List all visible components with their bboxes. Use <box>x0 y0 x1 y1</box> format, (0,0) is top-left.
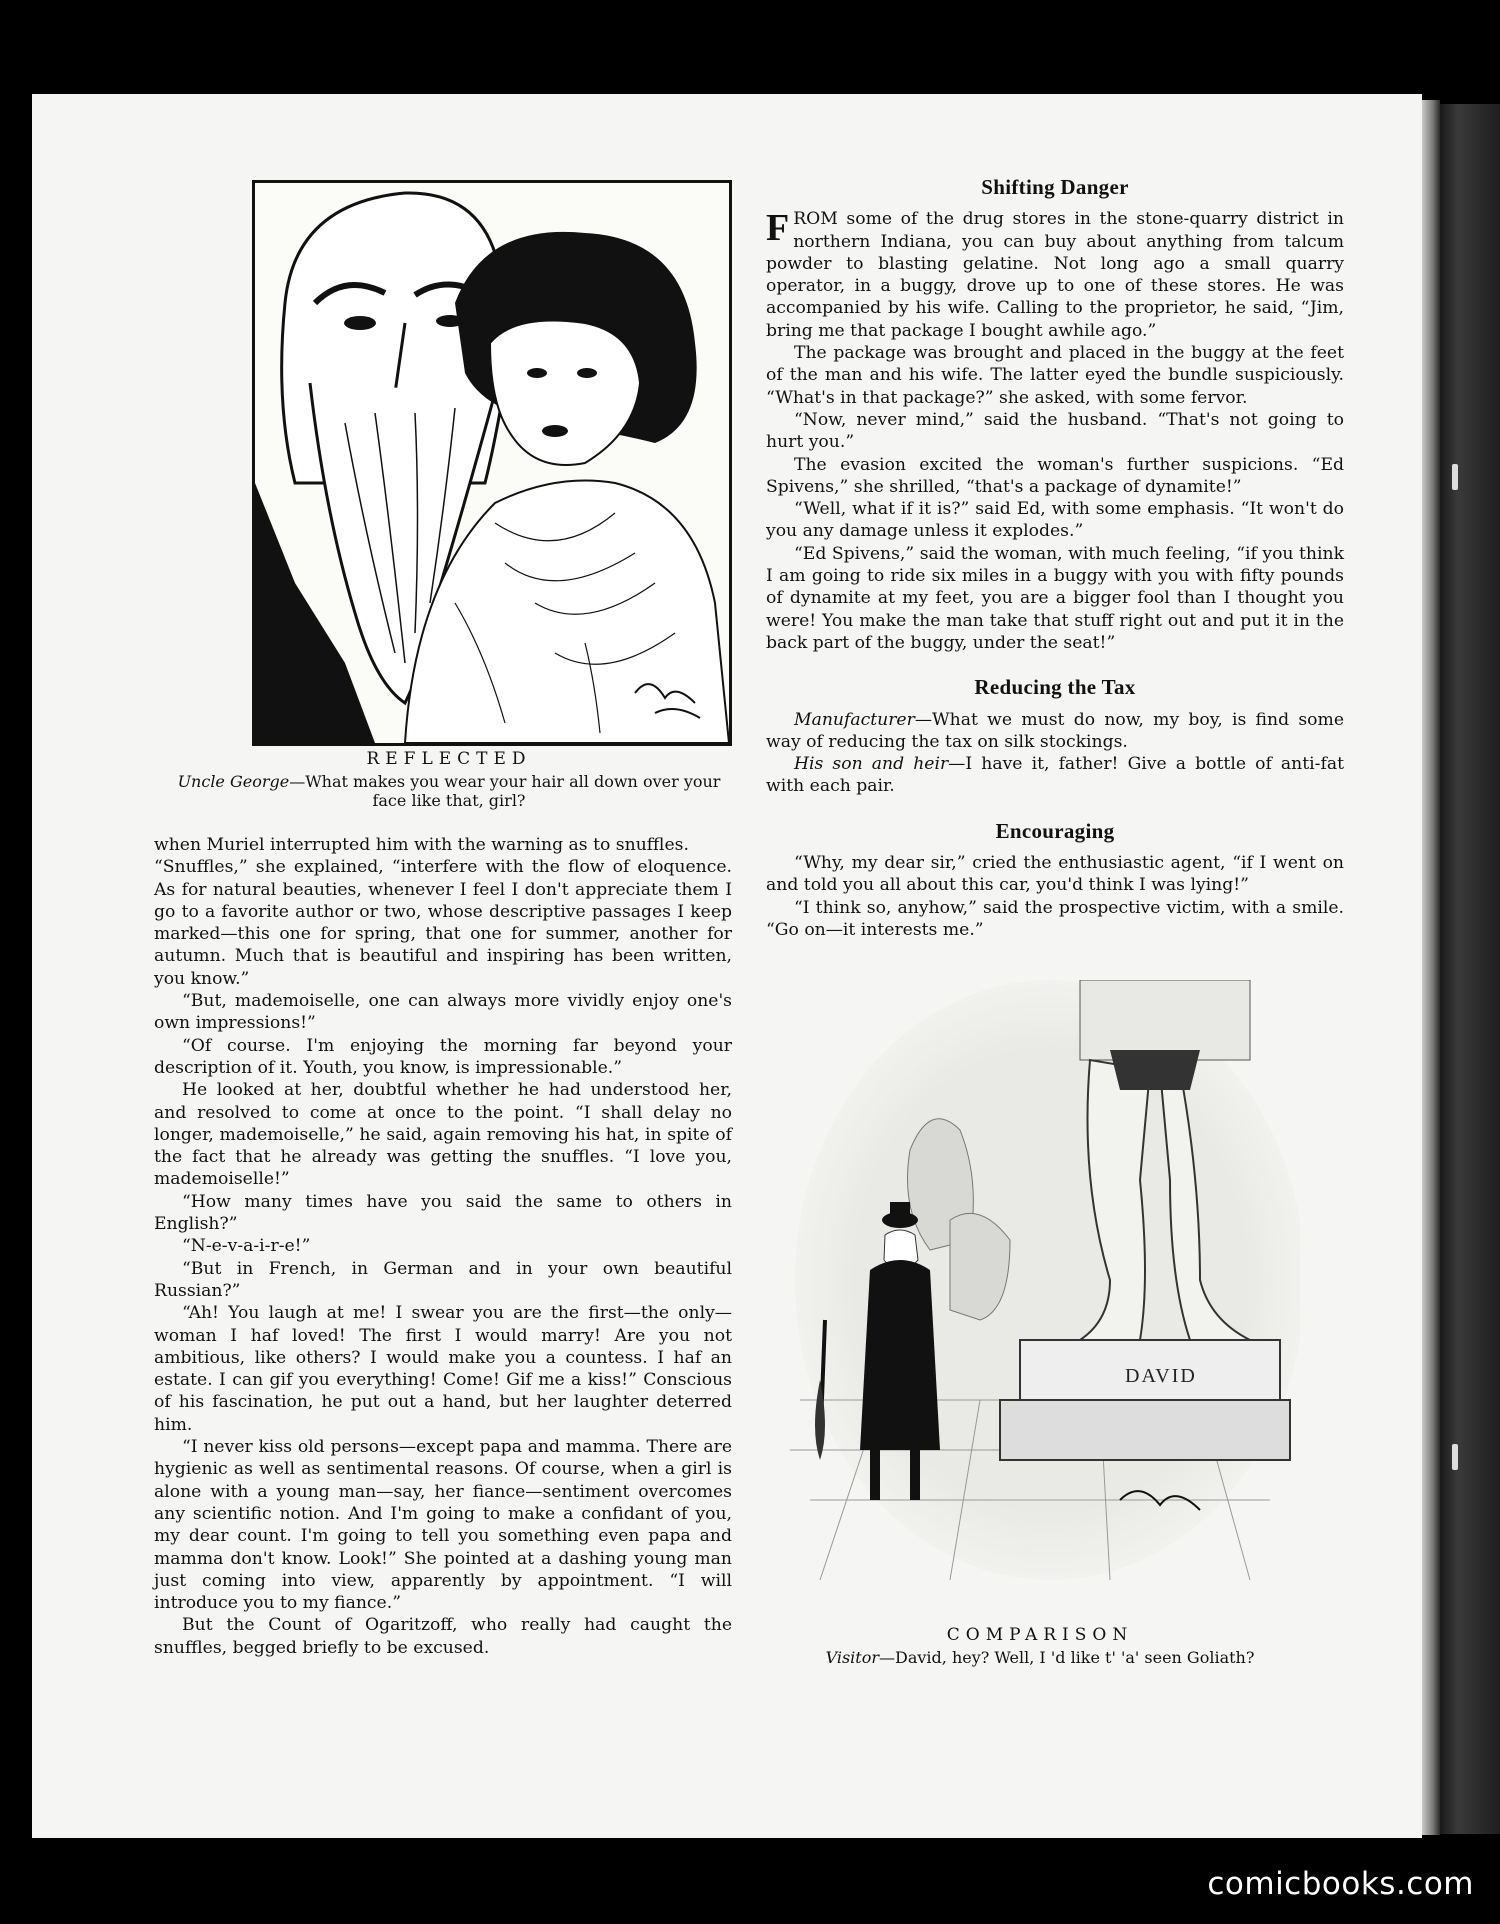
encouraging-paragraph: “I think so, anyhow,” said the prospective victim, with a smile. “Go on—it interests me.” <box>766 897 1344 940</box>
story-paragraph: “How many times have you said the same to others in English?” <box>154 1191 732 1235</box>
reflected-caption-title: REFLECTED <box>366 749 532 769</box>
shifting-danger-heading: Shifting Danger <box>981 175 1129 199</box>
line-text: —What we must do now, my boy, is find some way of reducing the tax on silk stockings. <box>766 709 1344 752</box>
story-paragraph: “Ah! You laugh at me! I swear you are the first—the only—woman I haf loved! The first I would marry! Are you not ambitious, like others? I would make you a countess. I haf an estate. I can gif you everything! Come! Gif me a kiss!” Conscious of his fascination, he put out a hand, but her laughter deterred him. <box>154 1303 732 1435</box>
shifting-paragraph: “Now, never mind,” said the husband. “That's not going to hurt you.” <box>766 409 1344 453</box>
reducing-tax-heading: Reducing the Tax <box>974 675 1136 700</box>
speaker: Manufacturer <box>794 709 915 730</box>
reflected-caption-line <box>160 772 738 810</box>
left-column-story <box>154 834 732 1659</box>
shifting-paragraph: The package was brought and placed in the buggy at the feet of the man and his wife. The latter eyed the bundle suspiciously. “What's in that package?” she asked, with some fervor. <box>766 343 1344 408</box>
comparison-illustration <box>780 980 1300 1580</box>
comparison-drawing <box>780 980 1300 1580</box>
reflected-illustration <box>252 180 732 746</box>
shifting-paragraph: “Ed Spivens,” said the woman, with much feeling, “if you think I am going to ride six miles in a buggy with you with fifty pounds of dynamite at my feet, you are a bigger fool than I thought you were! You make the man take that stuff right out and put it in the back part of the buggy, under the seat!” <box>766 543 1344 653</box>
reflected-caption <box>160 750 738 810</box>
shifting-paragraph: The evasion excited the woman's further suspicions. “Ed Spivens,” she shrilled, “that's a package of dynamite!” <box>766 454 1344 497</box>
reducing-line <box>766 709 1344 754</box>
story-paragraph: “But in French, in German and in your own beautiful Russian?” <box>154 1258 732 1301</box>
edge-marker <box>1452 1444 1458 1470</box>
speaker: His son and heir <box>794 754 949 775</box>
encouraging-paragraph: “Why, my dear sir,” cried the enthusiastic agent, “if I went on and told you all about this car, you'd think I was lying!” <box>766 853 1344 896</box>
story-paragraph: “N-e-v-a-i-r-e!” <box>182 1236 311 1257</box>
story-paragraph: “Of course. I'm enjoying the morning far beyond your description of it. Youth, you know, is impressionable.” <box>154 1035 732 1078</box>
line-text: —I have it, father! Give a bottle of anti-fat with each pair. <box>766 754 1344 797</box>
caption-text: —What makes you wear your hair all down over your face like that, girl? <box>289 772 721 810</box>
page-spine <box>1422 100 1440 1835</box>
story-paragraph: “Snuffles,” she explained, “interfere with the flow of eloquence. As for natural beauties, whenever I feel I don't appreciate them I go to a favorite author or two, whose descriptive passages I keep marked—this one for spring, that one for summer, another for autumn. Much that is beautiful and inspiring has been written, you know.” <box>154 857 732 989</box>
right-column-jokes <box>766 174 1344 941</box>
story-paragraph: He looked at her, doubtful whether he had understood her, and resolved to come at once to the point. “I shall delay no longer, mademoiselle,” he said, again removing his hat, in spite of the fact that he already was getting the snuffles. “I love you, mademoiselle!” <box>154 1080 732 1190</box>
shifting-paragraph: “Well, what if it is?” said Ed, with some emphasis. “It won't do you any damage unless it explodes.” <box>766 499 1344 542</box>
story-paragraph: “I never kiss old persons—except papa and mamma. There are hygienic as well as sentimental reasons. Of course, when a girl is alone with a young man—say, her fiance—sentiment overcomes any scientific notion. And I'm going to make a confidant of you, my dear count. I'm going to tell you something even papa and mamma don't know. Look!” She pointed at a dashing young man just coming into view, apparently by appointment. “I will introduce you to my fiance.” <box>154 1437 732 1614</box>
comparison-caption-line <box>780 1648 1300 1667</box>
caption-speaker: Uncle George <box>177 772 290 791</box>
comparison-caption <box>780 1626 1300 1667</box>
caption-speaker: Visitor <box>825 1648 879 1667</box>
edge-marker <box>1452 464 1458 490</box>
story-paragraph: when Muriel interrupted him with the warning as to snuffles. <box>154 835 689 855</box>
shifting-first-paragraph <box>766 208 1344 342</box>
drop-cap: F <box>766 207 790 250</box>
caption-text: —David, hey? Well, I 'd like t' 'a' seen Goliath? <box>879 1648 1255 1667</box>
story-paragraph: “But, mademoiselle, one can always more vividly enjoy one's own impressions!” <box>154 991 732 1034</box>
first-paragraph-text: ROM some of the drug stores in the stone-quarry district in northern Indiana, you can buy about anything from talcum powder to blasting gelatine. Not long ago a small quarry operator, in a buggy, drove up to one of these stores. He was accompanied by his wife. Calling to the proprietor, he said, “Jim, bring me that package I bought awhile ago.” <box>766 209 1344 341</box>
pedestal-label: DAVID <box>1125 1365 1197 1387</box>
site-watermark: comicbooks.com <box>1207 1866 1474 1902</box>
reducing-line <box>766 753 1344 798</box>
facing-page-edge <box>1440 104 1500 1834</box>
reflected-drawing <box>255 183 729 743</box>
story-paragraph: But the Count of Ogaritzoff, who really had caught the snuffles, begged briefly to be excused. <box>154 1615 732 1658</box>
comparison-caption-title: COMPARISON <box>946 1625 1134 1645</box>
encouraging-heading: Encouraging <box>995 818 1115 843</box>
